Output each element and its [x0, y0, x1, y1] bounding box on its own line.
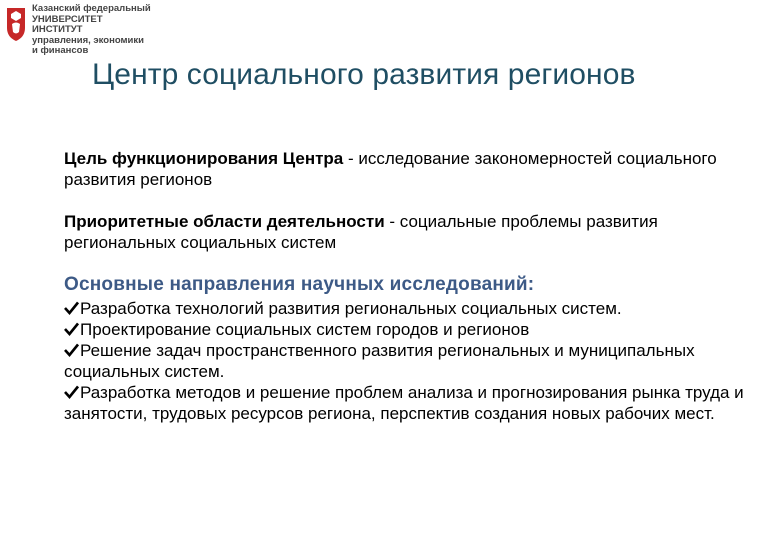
list-item [64, 382, 754, 424]
university-emblem-icon [6, 6, 26, 42]
directions-heading: Основные направления научных исследований: [64, 274, 535, 295]
priority-paragraph [64, 211, 754, 253]
slide-content [64, 148, 754, 424]
list-item [64, 340, 754, 382]
list-item-text: Проектирование социальных систем городов и регионов [80, 320, 530, 339]
page-title: Центр социального развития регионов [92, 58, 636, 91]
goal-paragraph [64, 148, 754, 190]
priority-text: - социальные проблемы развития региональных социальных систем [64, 212, 658, 252]
logo-line: и финансов [32, 45, 89, 57]
list-item-text: Решение задач пространственного развития региональных и муниципальных социальных систем. [64, 341, 695, 381]
logo-line: ИНСТИТУТ [32, 24, 83, 36]
goal-label: Цель функционирования Центра [64, 149, 344, 168]
checkmark-icon [64, 322, 79, 336]
university-name [32, 4, 152, 57]
logo-line: Казанский федеральный [32, 3, 151, 14]
university-logo [6, 4, 152, 57]
list-item-text: Разработка методов и решение проблем анализа и прогнозирования рынка труда и занятости, трудовых ресурсов региона, перспектив создания новых рабочих мест. [64, 383, 744, 423]
goal-text: - исследование закономерностей социального развития регионов [64, 149, 717, 189]
checkmark-icon [64, 343, 79, 357]
logo-line: УНИВЕРСИТЕТ [32, 13, 103, 25]
checkmark-icon [64, 385, 79, 399]
priority-label: Приоритетные области деятельности [64, 212, 385, 231]
list-item-text: Разработка технологий развития региональных социальных систем. [80, 299, 622, 318]
list-item [64, 319, 754, 340]
checkmark-icon [64, 301, 79, 315]
logo-line: управления, экономики [32, 34, 144, 46]
list-item [64, 298, 754, 319]
directions-list [64, 298, 754, 424]
